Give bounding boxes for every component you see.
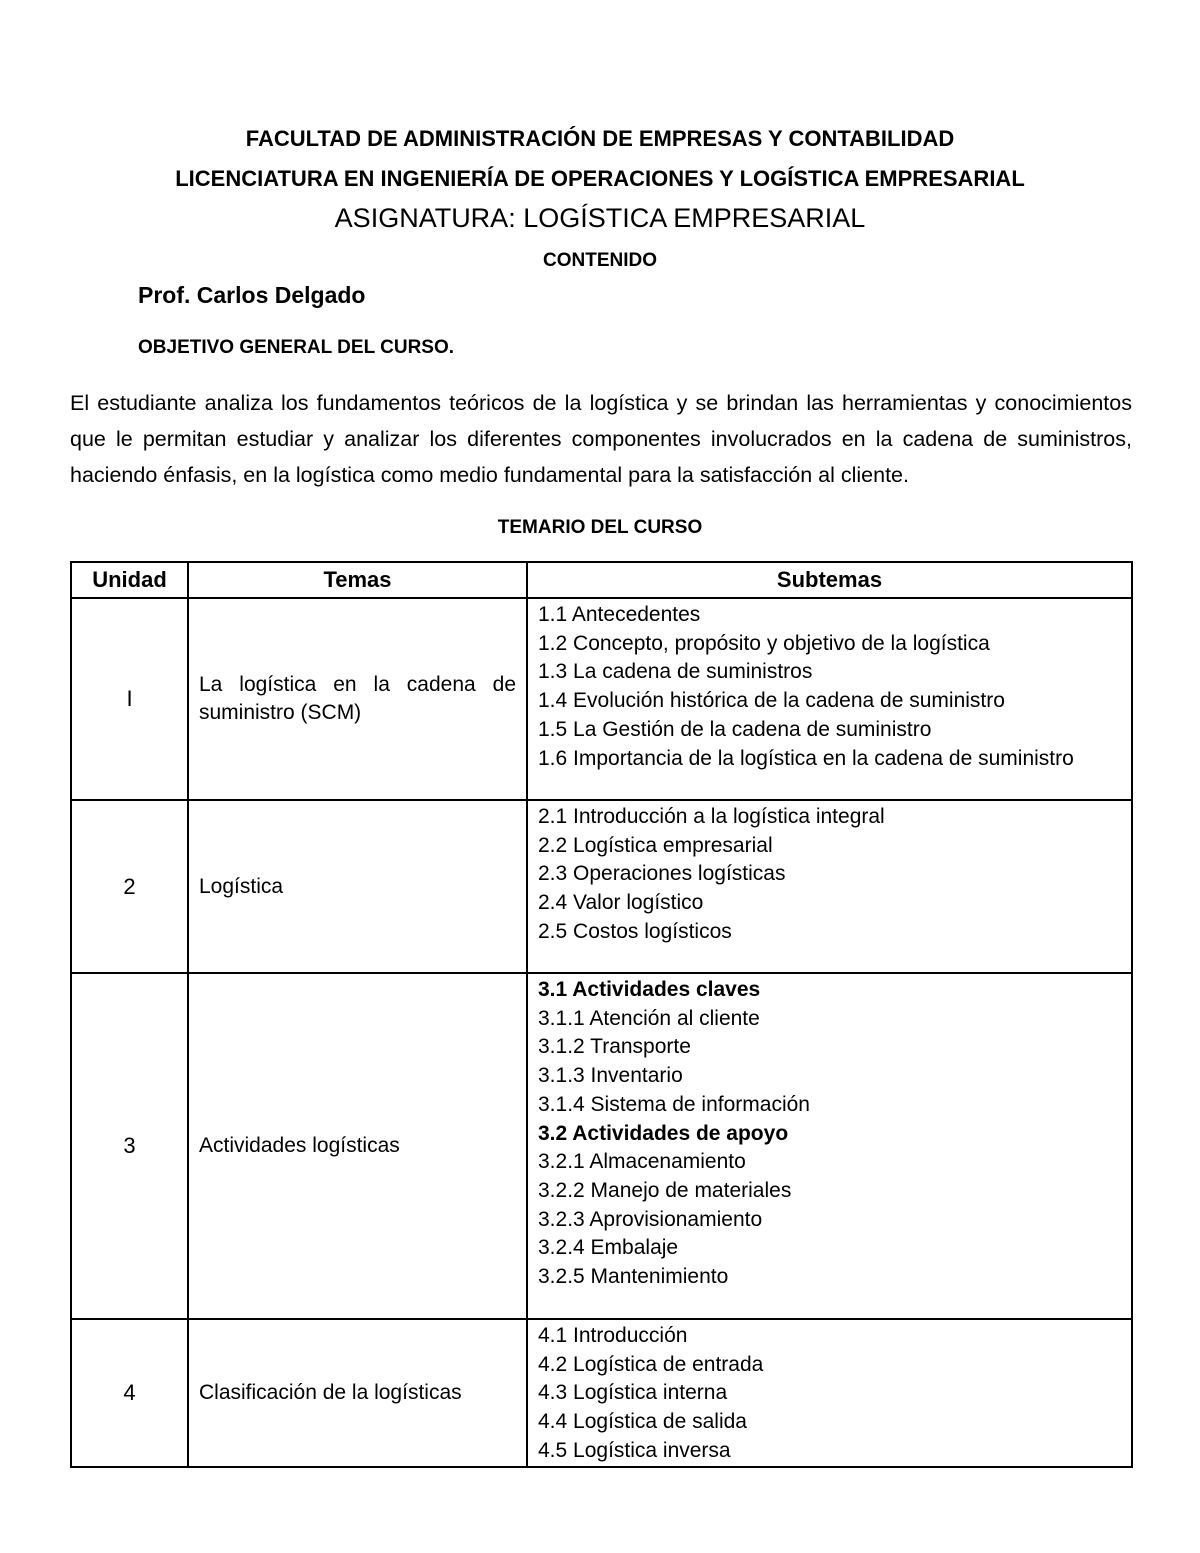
- subtopic-item: 3.1.3 Inventario: [538, 1064, 683, 1088]
- subtopic-item: 4.1 Introducción: [538, 1324, 688, 1347]
- subtopic-item: 4.5 Logística inversa: [538, 1438, 731, 1462]
- syllabus-title: TEMARIO DEL CURSO: [497, 517, 703, 538]
- subtopic-item: 2.1 Introducción a la logística integral: [538, 805, 885, 828]
- table-row: [71, 1319, 1132, 1467]
- subtopic-item: 3.2.5 Mantenimiento: [538, 1265, 729, 1289]
- subtopic-list: [538, 1322, 1121, 1466]
- topic-cell: La logística en la cadena de suministro (SCM): [188, 598, 527, 800]
- column-header-subtopics: Subtemas: [527, 562, 1132, 598]
- subtopic-item: 4.3 Logística interna: [538, 1381, 728, 1405]
- subtopic-item: 1.3 La cadena de suministros: [538, 660, 813, 684]
- subtopic-list: [538, 976, 1121, 1292]
- topic-cell: Actividades logísticas: [188, 973, 527, 1319]
- unit-cell: I: [71, 598, 188, 800]
- subtopic-list: [538, 803, 1121, 947]
- subtopic-item: 1.1 Antecedentes: [538, 603, 701, 626]
- subtopic-item: 3.2.1 Almacenamiento: [538, 1150, 746, 1174]
- subtopic-item: 3.2.4 Embalaje: [538, 1236, 679, 1260]
- table-row: [71, 800, 1132, 973]
- table-row: [71, 598, 1132, 800]
- subtopics-cell: [527, 973, 1132, 1319]
- subtopic-list: [538, 601, 1121, 773]
- subtopic-item: 3.1.1 Atención al cliente: [538, 1006, 760, 1030]
- table-header-row: [71, 562, 1132, 598]
- subtopic-group-heading: 3.2 Actividades de apoyo: [538, 1121, 789, 1145]
- unit-cell: 4: [71, 1319, 188, 1467]
- subtopic-item: 3.1.4 Sistema de información: [538, 1092, 810, 1116]
- contents-label: CONTENIDO: [543, 250, 657, 271]
- subtopics-cell: [527, 800, 1132, 973]
- subtopic-item: 3.2.3 Aprovisionamiento: [538, 1207, 763, 1231]
- objective-paragraph: El estudiante analiza los fundamentos teóricos de la logística y se brindan las herramientas y conocimientos que le permitan estudiar y analizar los diferentes componentes involucrados en la cadena de suministros, haciendo énfasis, en la logística como medio fundamental para la satisfacción al cliente.: [70, 391, 1132, 487]
- degree-heading: LICENCIATURA EN INGENIERÍA DE OPERACIONES Y LOGÍSTICA EMPRESARIAL: [175, 166, 1025, 191]
- subject-title: ASIGNATURA: LOGÍSTICA EMPRESARIAL: [334, 203, 866, 233]
- topic-cell: Clasificación de la logísticas: [188, 1319, 527, 1467]
- subtopic-item: 2.2 Logística empresarial: [538, 833, 773, 857]
- subtopics-cell: [527, 598, 1132, 800]
- unit-cell: 3: [71, 973, 188, 1319]
- table-row: [71, 973, 1132, 1319]
- unit-cell: 2: [71, 800, 188, 973]
- subtopic-item: 3.2.2 Manejo de materiales: [538, 1178, 792, 1202]
- subtopic-item: 3.1.2 Transporte: [538, 1035, 691, 1059]
- subtopic-item: 2.4 Valor logístico: [538, 891, 704, 915]
- subtopic-item: 2.3 Operaciones logísticas: [538, 862, 786, 886]
- subtopic-item: 1.4 Evolución histórica de la cadena de suministro: [538, 689, 1005, 713]
- subtopic-item: 2.5 Costos logísticos: [538, 919, 732, 943]
- syllabus-table: [70, 561, 1133, 1468]
- subtopic-item: 1.6 Importancia de la logística en la cadena de suministro: [538, 746, 1074, 770]
- column-header-unit: Unidad: [71, 562, 188, 598]
- subtopics-cell: [527, 1319, 1132, 1467]
- subtopic-item: 4.2 Logística de entrada: [538, 1352, 764, 1376]
- faculty-heading: FACULTAD DE ADMINISTRACIÓN DE EMPRESAS Y CONTABILIDAD: [245, 126, 955, 151]
- professor-name: Prof. Carlos Delgado: [138, 282, 366, 308]
- subtopic-item: 1.5 La Gestión de la cadena de suministro: [538, 717, 932, 741]
- subtopic-group-heading: 3.1 Actividades claves: [538, 978, 761, 1001]
- subtopic-item: 1.2 Concepto, propósito y objetivo de la logística: [538, 631, 990, 655]
- column-header-topics: Temas: [188, 562, 527, 598]
- topic-cell: Logística: [188, 800, 527, 973]
- subtopic-item: 4.4 Logística de salida: [538, 1410, 747, 1434]
- objective-heading: OBJETIVO GENERAL DEL CURSO.: [138, 337, 455, 358]
